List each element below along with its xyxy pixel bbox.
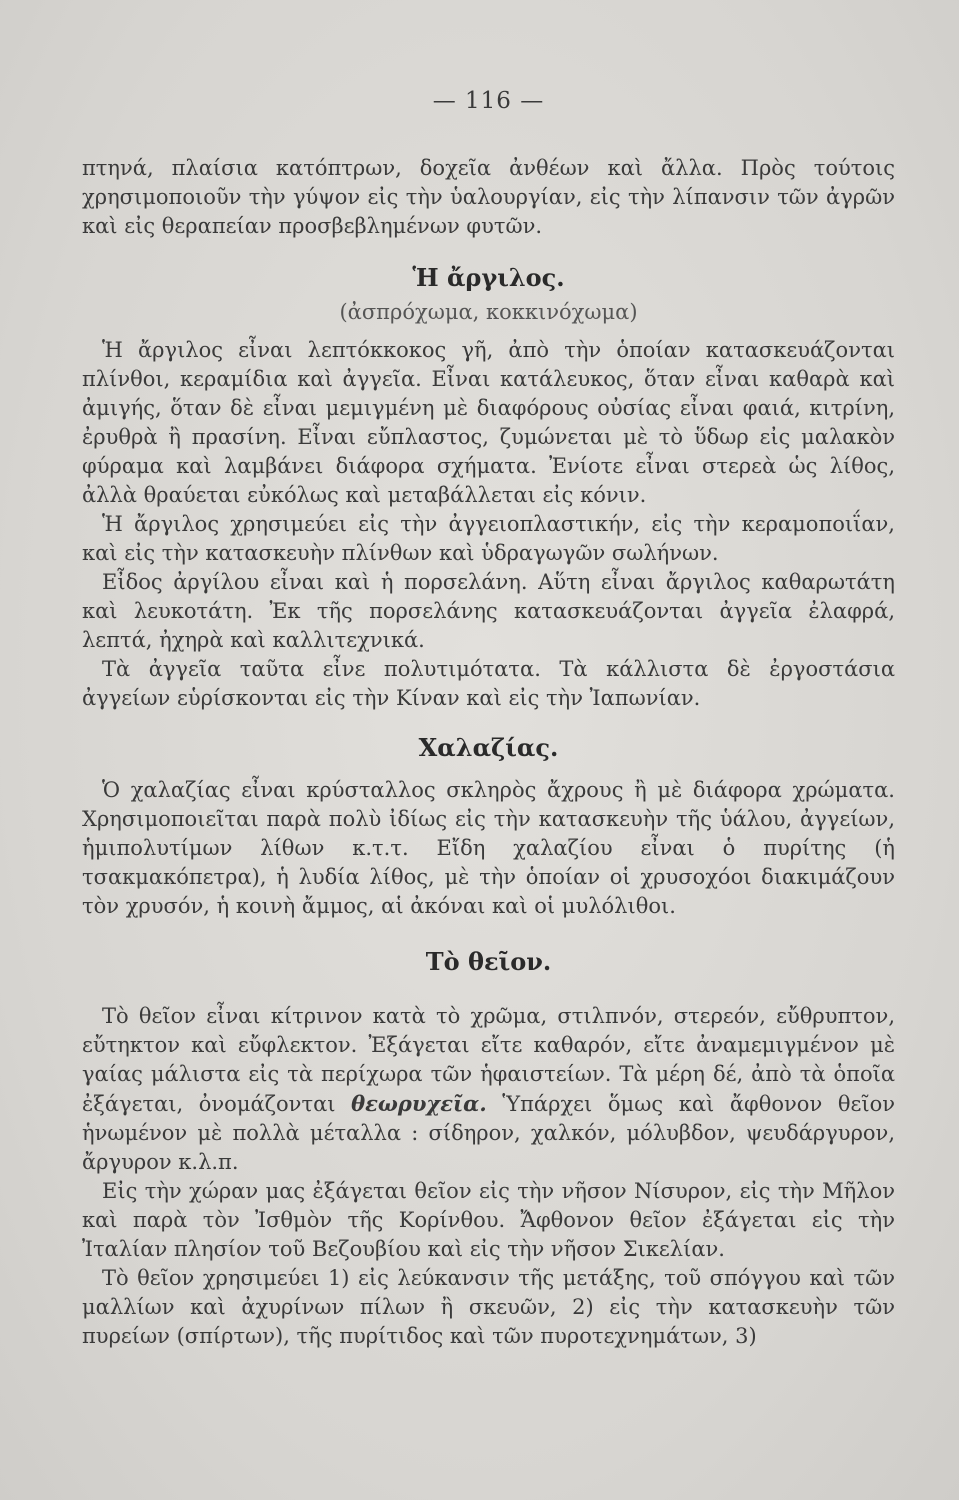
term-theoryxeia: θεωρυχεῖα. xyxy=(351,1091,487,1116)
section-subtitle-argilos: (ἀσπρόχωμα, κοκκινόχωμα) xyxy=(339,300,638,324)
paragraph-argilos-3: Εἶδος ἀργίλου εἶναι καὶ ἡ πορσελάνη. Αὕτη εἶναι ἄργιλος καθαρωτάτη καὶ λευκοτάτη. Ἐκ τῆς πορσελάνης κατασκευάζονται ἀγγεῖα ἐλαφρά, λεπτά, ἠχηρὰ καὶ καλλιτεχνικά. xyxy=(82,570,895,652)
section-title-chalazias: Χαλαζίας. xyxy=(418,733,559,762)
paragraph-chalazias-1: Ὁ χαλαζίας εἶναι κρύσταλλος σκληρὸς ἄχρους ἢ μὲ διάφορα χρώματα. Χρησιμοποιεῖται παρὰ πολὺ ἰδίως εἰς τὴν κατασκευὴν τῆς ὑάλου, ἀγγείων, ἡμιπολυτίμων λίθων κ.τ.τ. Εἴδη χαλαζίου εἶναι ὁ πυρίτης (ἡ τσακμακόπετρα), ἡ λυδία λίθος, μὲ τὴν ὁποίαν οἱ χρυσοχόοι διακιμάζουν τὸν χρυσόν, ἡ κοινὴ ἄμμος, αἱ ἀκόναι καὶ οἱ μυλόλιθοι. xyxy=(82,778,895,918)
paragraph-intro: πτηνά, πλαίσια κατόπτρων, δοχεῖα ἀνθέων καὶ ἄλλα. Πρὸς τούτοις χρησιμοποιοῦν τὴν γύψον εἰς τὴν ὑαλουργίαν, εἰς τὴν λίπανσιν τῶν ἀγρῶν καὶ εἰς θεραπείαν προσβεβλημένων φυτῶν. xyxy=(82,156,895,238)
paragraph-theion-1-end: Ὑπάρχει ὅμως καὶ ἄφθονον θεῖον ἡνωμένον μὲ πολλὰ μέταλλα : σίδηρον, χαλκόν, μόλυβδον, ψευδάργυρον, ἄργυρον κ.λ.π. xyxy=(82,1092,895,1174)
paragraph-argilos-2: Ἡ ἄργιλος χρησιμεύει εἰς τὴν ἀγγειοπλαστικήν, εἰς τὴν κεραμοποιΐαν, καὶ εἰς τὴν κατασκευὴν πλίνθων καὶ ὑδραγωγῶν σωλήνων. xyxy=(82,512,895,565)
paragraph-theion-3: Τὸ θεῖον χρησιμεύει 1) εἰς λεύκανσιν τῆς μετάξης, τοῦ σπόγγου καὶ τῶν μαλλίων καὶ ἀχυρίνων πίλων ἢ σκευῶν, 2) εἰς τὴν κατασκευὴν τῶν πυρείων (σπίρτων), τῆς πυρίτιδος καὶ τῶν πυροτεχνημάτων, 3) xyxy=(82,1266,895,1348)
paragraph-argilos-1: Ἡ ἄργιλος εἶναι λεπτόκκοκος γῆ, ἀπὸ τὴν ὁποίαν κατασκευάζονται πλίνθοι, κεραμίδια καὶ ἀγγεῖα. Εἶναι κατάλευκος, ὅταν εἶναι καθαρὰ καὶ ἀμιγής, ὅταν δὲ εἶναι μεμιγμένη μὲ διαφόρους οὐσίας εἶναι φαιά, κιτρίνη, ἐρυθρὰ ἢ πρασίνη. Εἶναι εὔπλαστος, ζυμώνεται μὲ τὸ ὕδωρ εἰς μαλακὸν φύραμα καὶ λαμβάνει διάφορα σχήματα. Ἐνίοτε εἶναι στερεὰ ὡς λίθος, ἀλλὰ θραύεται εὐκόλως καὶ μεταβάλλεται εἰς κόνιν. xyxy=(82,338,895,507)
page-number: — 116 — xyxy=(432,88,545,114)
section-title-theion: Τὸ θεῖον. xyxy=(425,947,552,976)
paragraph-theion-1-start: Τὸ θεῖον εἶναι κίτρινον κατὰ τὸ χρῶμα, στιλπνόν, στερεόν, εὔθρυπτον, εὔτηκτον καὶ εὔφλεκτον. Ἐξάγεται εἴτε καθαρόν, εἴτε ἀναμεμιγμένον μὲ γαίας μάλιστα εἰς τὰ περίχωρα τῶν ἡφαιστείων. Τὰ μέρη δέ, ἀπὸ τὰ ὁποῖα ἐξάγεται, ὀνομάζονται xyxy=(82,1004,895,1116)
paragraph-theion-1 xyxy=(82,1002,895,1177)
section-title-argilos: Ἡ ἄργιλος. xyxy=(412,263,565,292)
paragraph-theion-2: Εἰς τὴν χώραν μας ἐξάγεται θεῖον εἰς τὴν νῆσον Νίσυρον, εἰς τὴν Μῆλον καὶ παρὰ τὸν Ἰσθμὸν τῆς Κορίνθου. Ἄφθονον θεῖον ἐξάγεται εἰς τὴν Ἰταλίαν πλησίον τοῦ Βεζουβίου καὶ εἰς τὴν νῆσον Σικελίαν. xyxy=(82,1179,895,1261)
paragraph-argilos-4: Τὰ ἀγγεῖα ταῦτα εἶνε πολυτιμότατα. Τὰ κάλλιστα δὲ ἐργοστάσια ἀγγείων εὑρίσκονται εἰς τὴν Κίναν καὶ εἰς τὴν Ἰαπωνίαν. xyxy=(82,657,895,710)
